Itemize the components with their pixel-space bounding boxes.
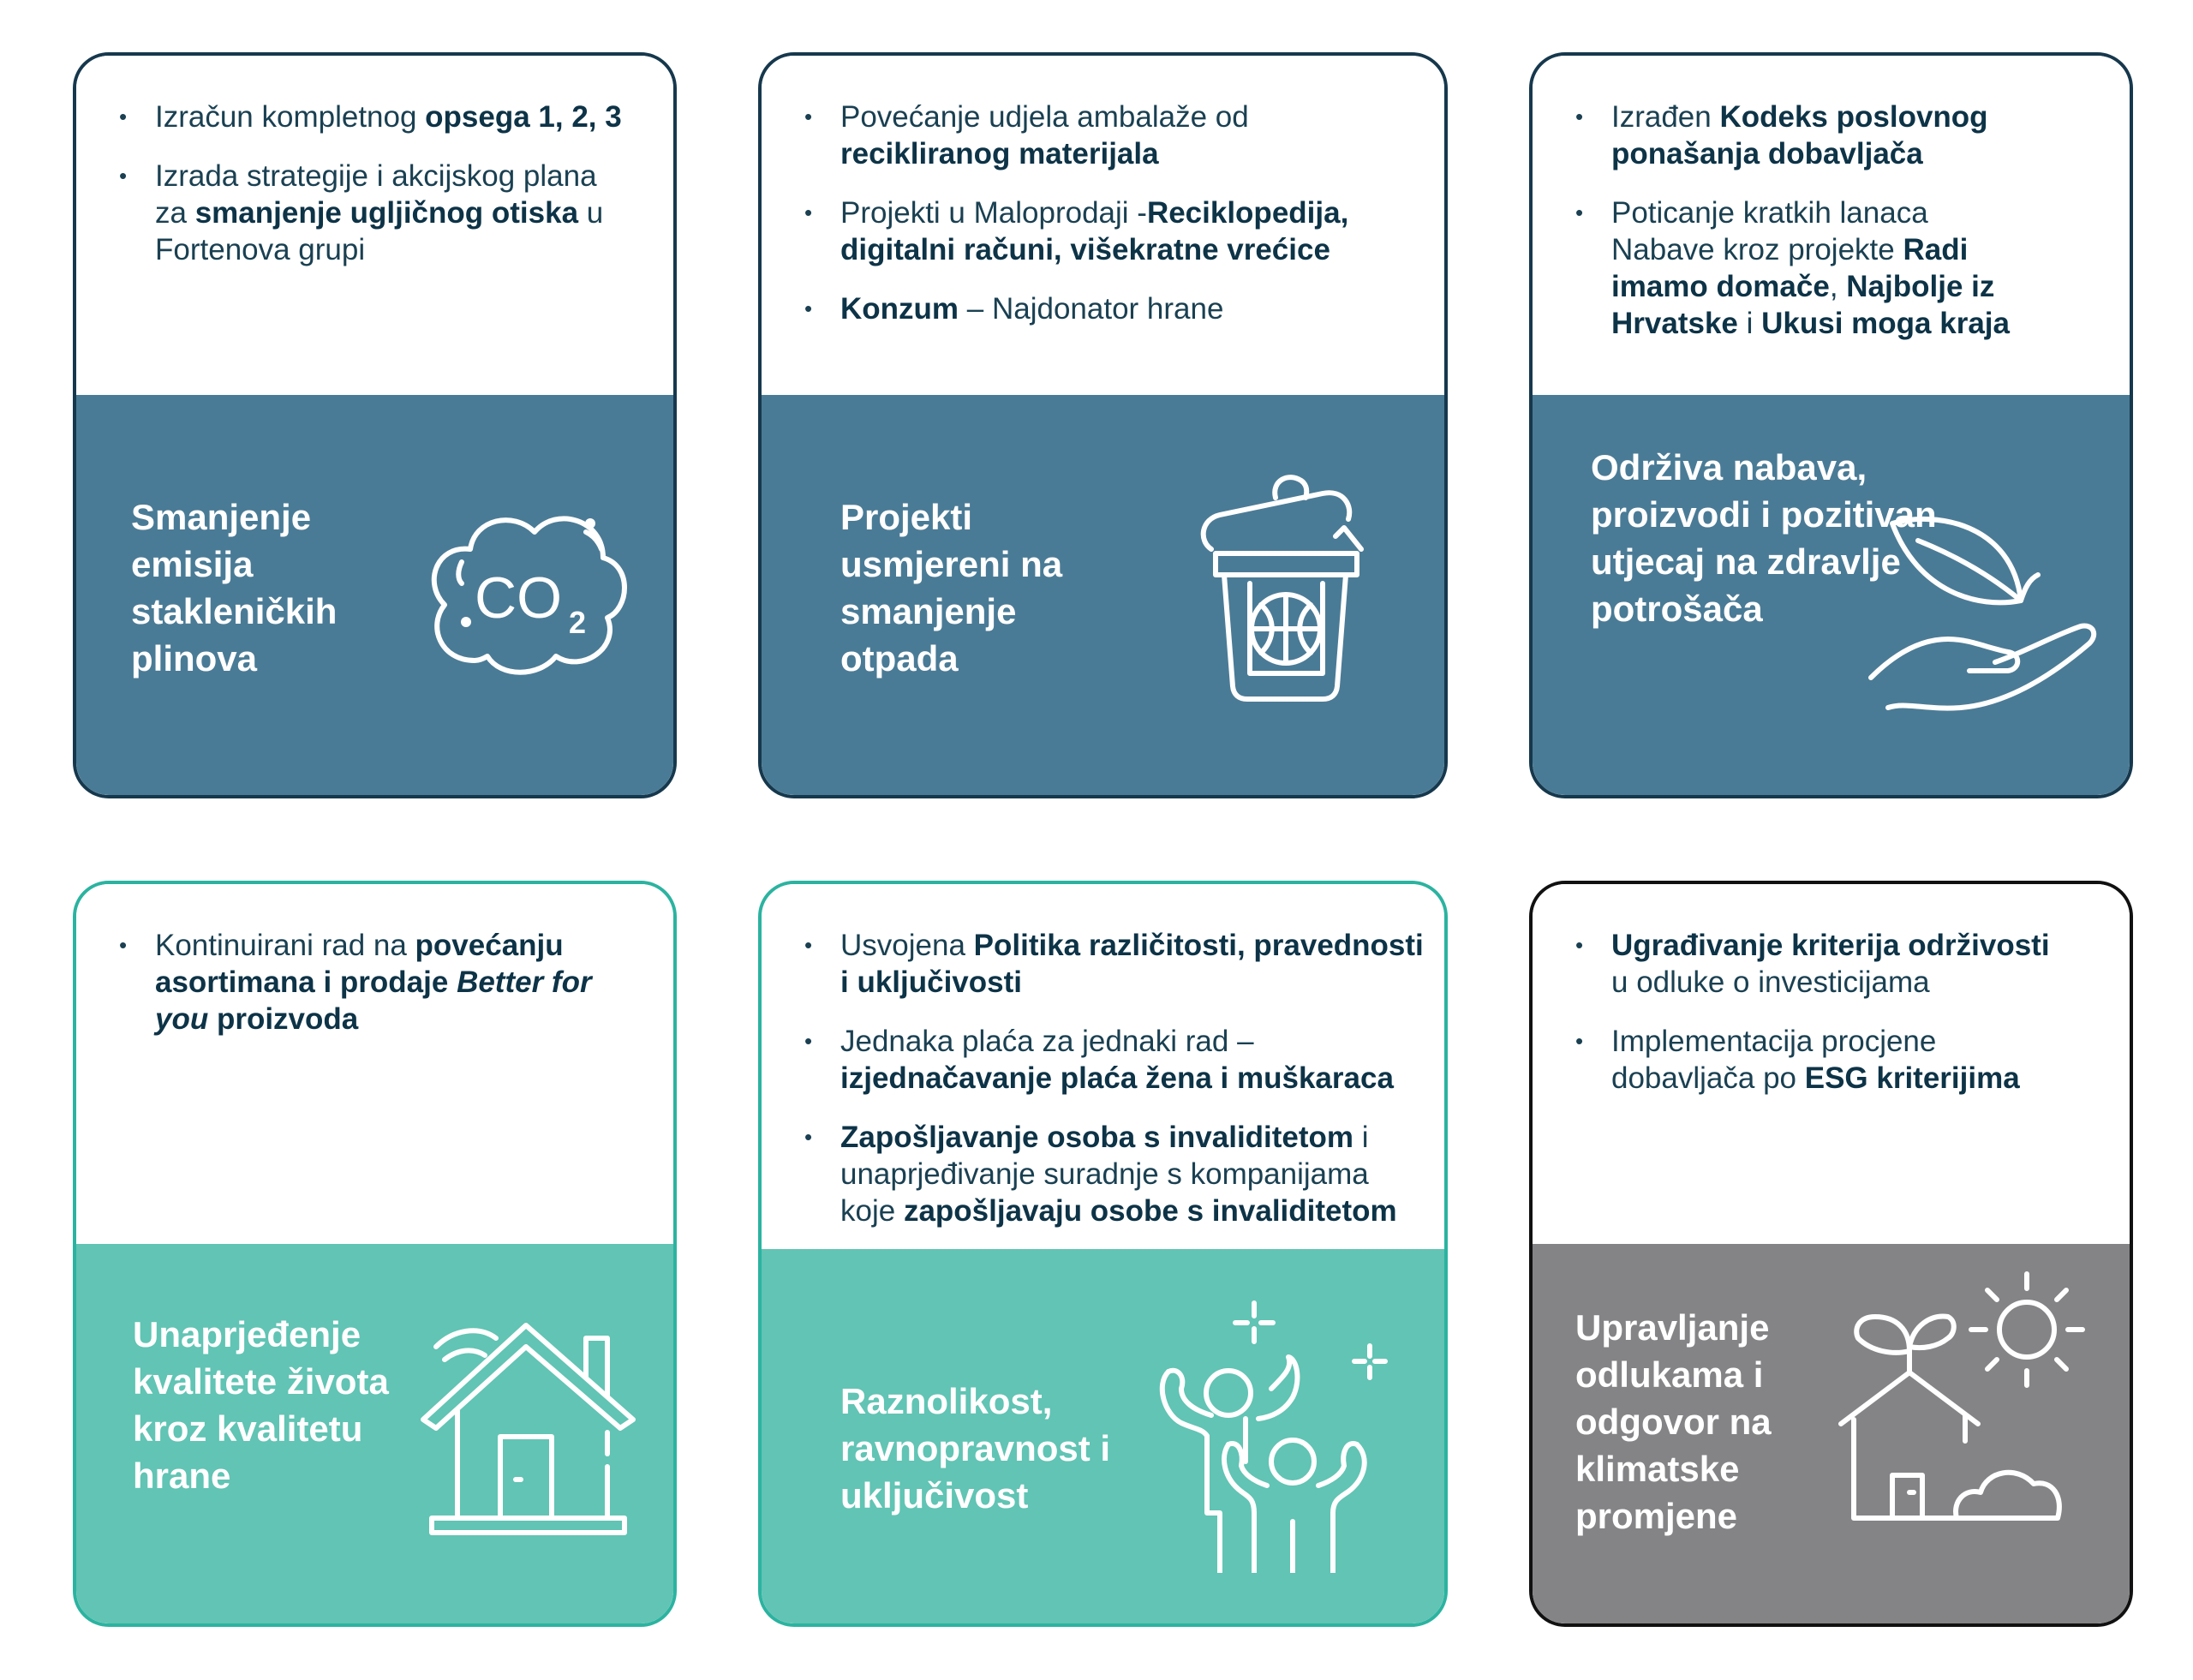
bullet-item: • Izrađen Kodeks poslovnog ponašanja dobavljača [1575, 99, 2106, 172]
card-heading-panel [762, 395, 1444, 795]
bullet-list [1575, 99, 2106, 364]
card-heading: Upravljanje odlukama i odgovor na klimatske promjene [1575, 1307, 1772, 1536]
card-heading-panel [76, 395, 673, 795]
card-heading-panel [1533, 1244, 2130, 1623]
house-wifi-icon [415, 1308, 646, 1540]
bullet-list [804, 99, 1421, 350]
bullet-item: • Kontinuirani rad na povećanju asortimana i prodaje Better for you proizvoda [119, 927, 599, 1037]
card-text-area [76, 56, 673, 398]
bullet-item: • Ugrađivanje kriterija održivosti u odluke o investicijama [1575, 927, 2055, 1001]
card-text-area [1533, 884, 2130, 1247]
card-heading-panel [762, 1249, 1444, 1623]
bullet-list [119, 927, 599, 1060]
svg-text:CO: CO [475, 565, 562, 631]
bullet-list [804, 927, 1430, 1252]
co2-cloud-icon [415, 481, 637, 703]
card-heading: Smanjenje emisija stakleničkih plinova [131, 497, 338, 679]
bullet-item: • Projekti u Maloprodaji -Reciklopedija, digitalni računi, višekratne vrećice [804, 194, 1421, 268]
card-heading-panel [76, 1244, 673, 1623]
card-diversity [758, 881, 1448, 1627]
bullet-item: • Izračun kompletnog opsega 1, 2, 3 [119, 99, 633, 135]
card-heading-panel [1533, 395, 2130, 795]
bullet-item: • Izrada strategije i akcijskog plana za smanjenje ugljičnog otiska u Fortenova grupi [119, 158, 633, 268]
svg-text:2: 2 [569, 605, 587, 640]
card-procurement [1529, 52, 2133, 798]
bullet-item: • Usvojena Politika različitosti, pravednosti i uključivosti [804, 927, 1430, 1001]
card-waste [758, 52, 1448, 798]
card-heading: Unaprjeđenje kvalitete života kroz kvalitetu hrane [133, 1314, 389, 1496]
bullet-item: • Jednaka plaća za jednaki rad – izjednačavanje plaća žena i muškaraca [804, 1023, 1430, 1097]
hand-leaf-icon [1867, 506, 2098, 729]
house-sun-sprout-icon [1828, 1270, 2094, 1535]
bullet-item: • Poticanje kratkih lanaca Nabave kroz projekte Radi imamo domače, Najbolje iz Hrvatske i Ukusi moga kraja [1575, 194, 2014, 342]
card-text-area [762, 56, 1444, 398]
bullet-item: • Povećanje udjela ambalaže od recikliranog materijala [804, 99, 1421, 172]
card-heading: Održiva nabava, proizvodi i pozitivan utjecaj na zdravlje potrošača [1591, 447, 1937, 629]
bullet-item: • Implementacija procjene dobavljača po ESG kriterijima [1575, 1023, 2055, 1097]
card-food-quality [73, 881, 677, 1627]
bullet-list [1575, 927, 2055, 1119]
card-emissions [73, 52, 677, 798]
card-text-area [762, 884, 1444, 1253]
card-heading: Raznolikost, ravnopravnost i uključivost [840, 1381, 1111, 1516]
people-celebrating-icon [1143, 1299, 1417, 1573]
bullet-item: • Konzum – Najdonator hrane [804, 290, 1421, 327]
card-heading: Projekti usmjereni na smanjenje otpada [840, 497, 1063, 679]
card-climate-governance [1529, 881, 2133, 1627]
recycling-bin-icon [1194, 468, 1383, 716]
bullet-item: • Zapošljavanje osoba s invaliditetom i unaprjeđivanje suradnje s kompanijama koje zapošljavaju osobe s invaliditetom [804, 1119, 1430, 1229]
card-text-area [76, 884, 673, 1247]
card-text-area [1533, 56, 2130, 398]
bullet-list [119, 99, 633, 290]
